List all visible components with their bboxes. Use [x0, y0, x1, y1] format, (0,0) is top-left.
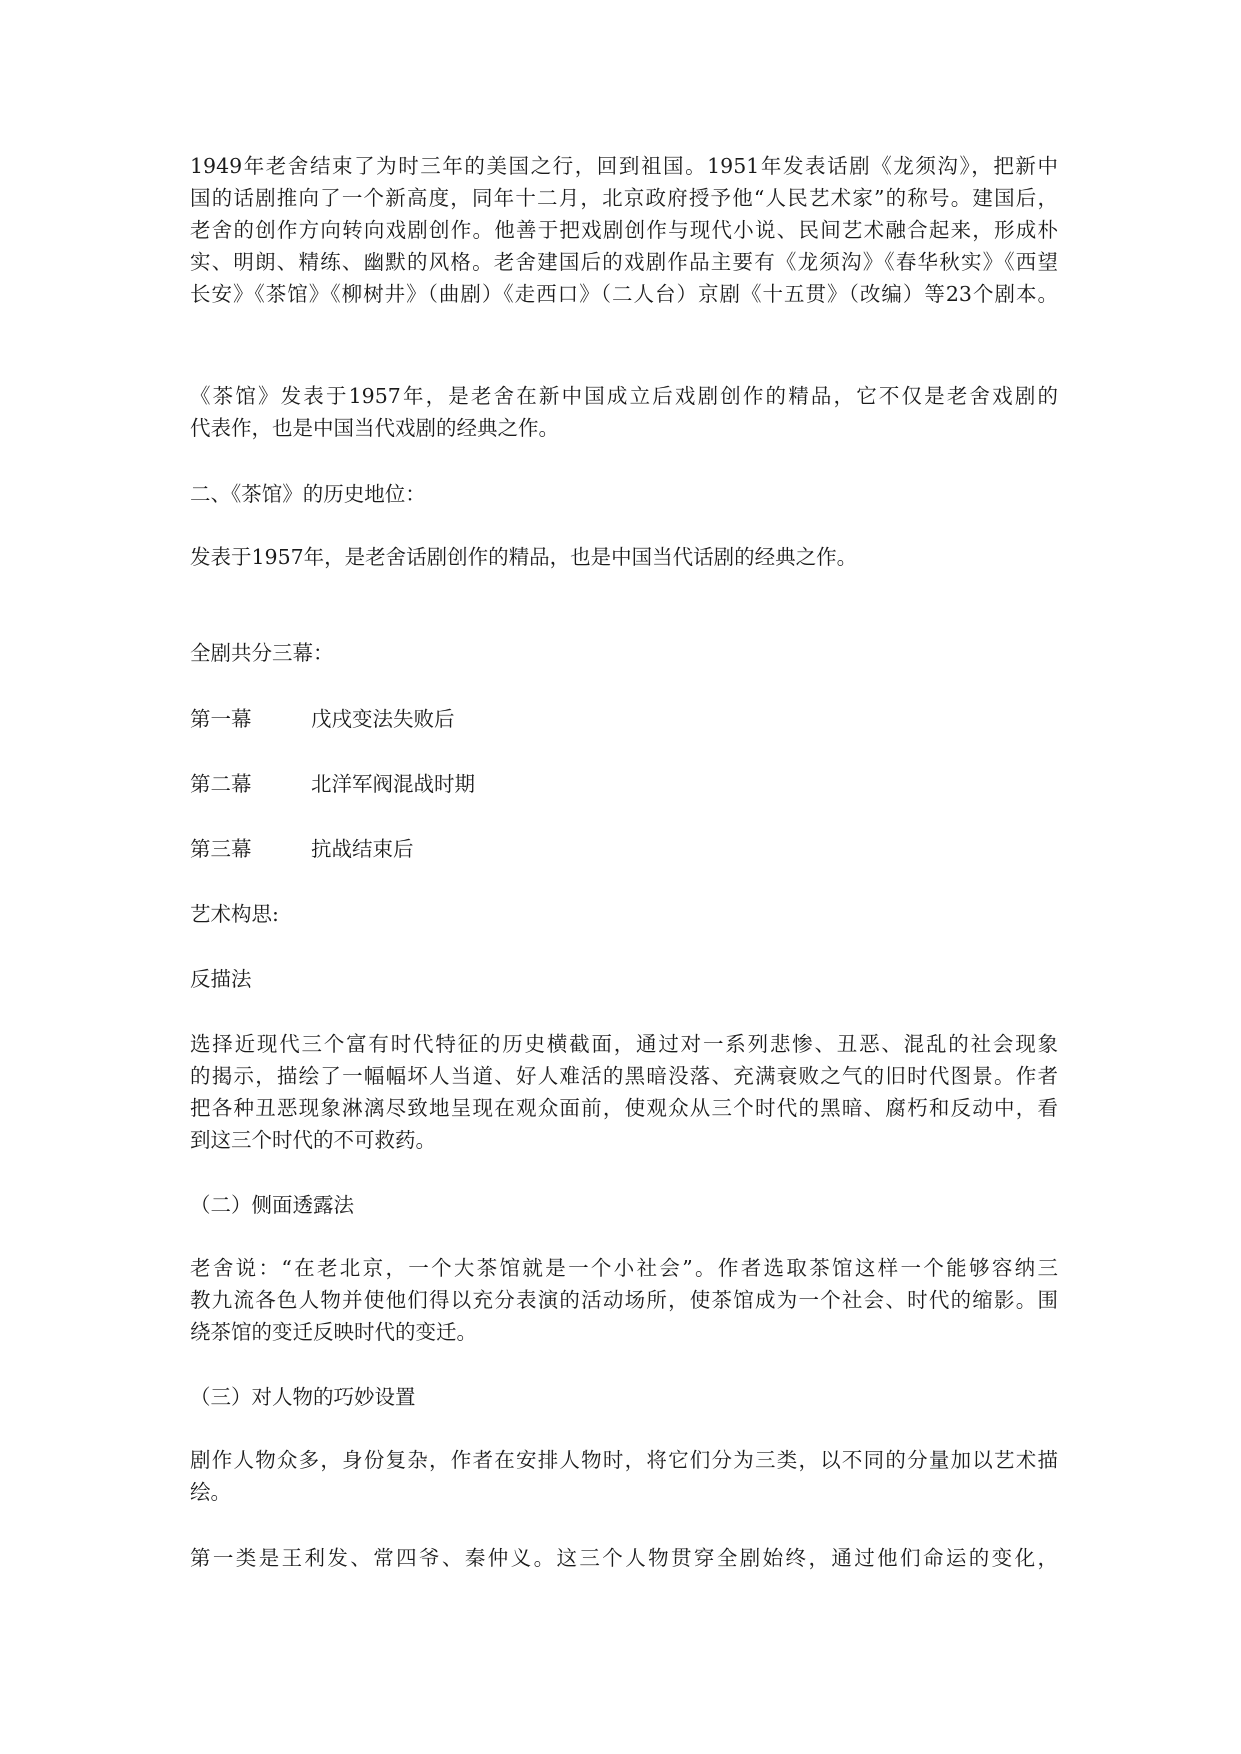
text-line: 代表作，也是中国当代戏剧的经典之作。: [190, 416, 559, 440]
status-paragraph: [190, 541, 1058, 573]
heading-text: （三）对人物的巧妙设置: [190, 1385, 416, 1409]
act-number: 第二幕: [190, 772, 252, 796]
text-line: 教九流各色人物并使他们得以充分表演的活动场所，使茶馆成为一个社会、时代的缩影。围: [190, 1288, 1058, 1312]
acts-intro: [190, 637, 1058, 669]
act-description: 抗战结束后: [311, 837, 414, 861]
text-line: 第一类是王利发、常四爷、秦仲义。这三个人物贯穿全剧始终，通过他们命运的变化，: [190, 1546, 1058, 1570]
text-line: 长安》《茶馆》《柳树井》（曲剧）《走西口》（二人台）京剧《十五贯》（改编）等23个剧本。: [190, 282, 1058, 306]
text-line: 发表于1957年，是老舍话剧创作的精品，也是中国当代话剧的经典之作。: [190, 545, 858, 569]
heading-side-method: [190, 1189, 1058, 1221]
intro-paragraph: [190, 150, 1058, 310]
act-row: [190, 703, 455, 735]
text-line: 选择近现代三个富有时代特征的历史横截面，通过对一系列悲惨、丑恶、混乱的社会现象: [190, 1032, 1058, 1056]
text-line: 把各种丑恶现象淋漓尽致地呈现在观众面前，使观众从三个时代的黑暗、腐朽和反动中，看: [190, 1096, 1058, 1120]
heading-text: 二、《茶馆》的历史地位：: [190, 482, 426, 506]
heading-text: （二）侧面透露法: [190, 1193, 354, 1217]
text-line: 实、明朗、精练、幽默的风格。老舍建国后的戏剧作品主要有《龙须沟》《春华秋实》《西望: [190, 250, 1058, 274]
text-line: 绕茶馆的变迁反映时代的变迁。: [190, 1320, 477, 1344]
text-line: 1949年老舍结束了为时三年的美国之行，回到祖国。1951年发表话剧《龙须沟》，把新中: [190, 154, 1058, 178]
act-description: 戊戌变法失败后: [311, 707, 455, 731]
heading-text: 艺术构思:: [190, 902, 279, 926]
side-paragraph: [190, 1252, 1058, 1348]
text-line: 老舍说：“在老北京，一个大茶馆就是一个小社会”。作者选取茶馆这样一个能够容纳三: [190, 1256, 1058, 1280]
characters-paragraph: [190, 1444, 1058, 1508]
teahouse-paragraph: [190, 380, 1058, 444]
act-row: [190, 768, 475, 800]
heading-reverse-method: [190, 963, 1058, 995]
text-line: 的揭示，描绘了一幅幅坏人当道、好人难活的黑暗没落、充满衰败之气的旧时代图景。作者: [190, 1064, 1058, 1088]
text-line: 老舍的创作方向转向戏剧创作。他善于把戏剧创作与现代小说、民间艺术融合起来，形成朴: [190, 218, 1058, 242]
heading-artistic-concept: [190, 898, 1058, 930]
text-line: 绘。: [190, 1480, 231, 1504]
text-line: 国的话剧推向了一个新高度，同年十二月，北京政府授予他“人民艺术家”的称号。建国后，: [190, 186, 1058, 210]
heading-historical-status: [190, 478, 1058, 510]
heading-text: 反描法: [190, 967, 252, 991]
text-line: 到这三个时代的不可救药。: [190, 1128, 436, 1152]
act-number: 第一幕: [190, 707, 252, 731]
first-type-paragraph: [190, 1542, 1058, 1574]
heading-characters: [190, 1381, 1058, 1413]
text-line: 全剧共分三幕：: [190, 641, 334, 665]
text-line: 剧作人物众多，身份复杂，作者在安排人物时，将它们分为三类，以不同的分量加以艺术描: [190, 1448, 1058, 1472]
act-row: [190, 833, 414, 865]
text-line: 《茶馆》发表于1957年，是老舍在新中国成立后戏剧创作的精品，它不仅是老舍戏剧的: [190, 384, 1058, 408]
reverse-paragraph: [190, 1028, 1058, 1156]
act-number: 第三幕: [190, 837, 252, 861]
act-description: 北洋军阀混战时期: [311, 772, 475, 796]
